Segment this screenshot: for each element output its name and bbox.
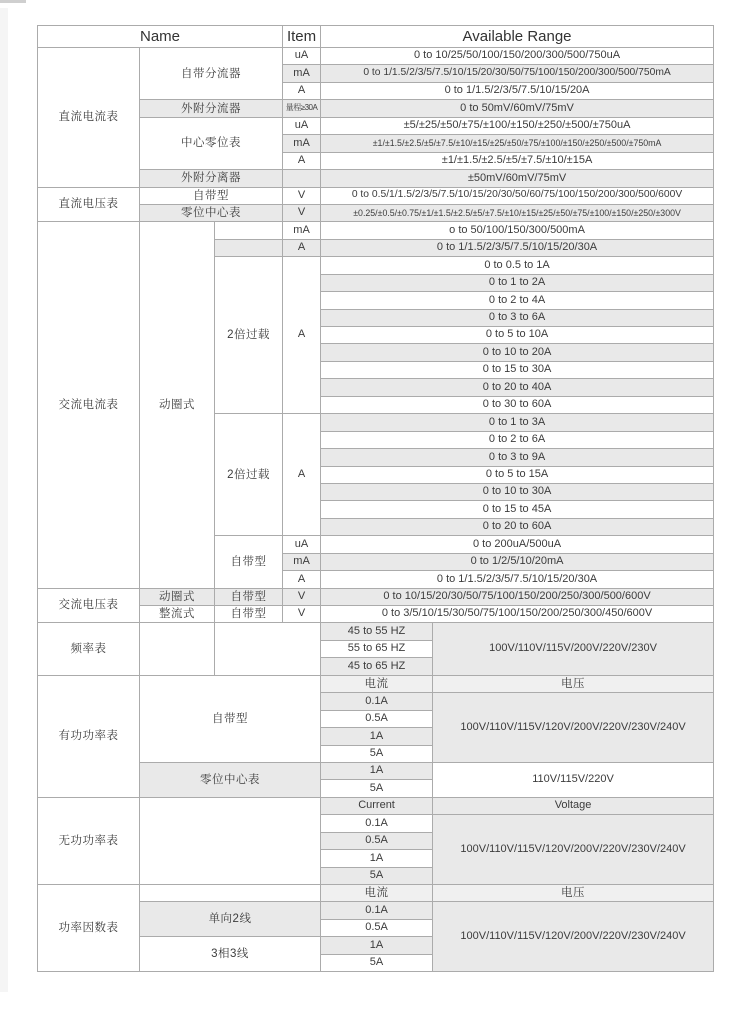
range-cell: 0 to 1 to 2A	[321, 274, 714, 291]
voltage-header-cell: Voltage	[433, 797, 714, 814]
item-cell: mA	[283, 135, 321, 152]
type-cell: 外附分离器	[140, 170, 283, 187]
range-cell: 0 to 20 to 40A	[321, 379, 714, 396]
item-cell: mA	[283, 222, 321, 239]
range-cell: o to 50/100/150/300/500mA	[321, 222, 714, 239]
range-cell: 0 to 3 to 6A	[321, 309, 714, 326]
header-row	[38, 26, 714, 48]
item-cell: mA	[283, 65, 321, 82]
range-cell: 0 to 20 to 60A	[321, 518, 714, 535]
item-cell: A	[283, 152, 321, 169]
table-row	[38, 117, 714, 134]
range-cell: 0 to 5 to 10A	[321, 327, 714, 344]
item-cell: V	[283, 187, 321, 204]
col-header-item: Item	[283, 26, 321, 48]
range-cell: 0 to 3/5/10/15/30/50/75/100/150/200/250/300/450/600V	[321, 606, 714, 623]
range-cell: 0 to 2 to 6A	[321, 431, 714, 448]
page-left-edge-strip	[0, 8, 8, 992]
blank-cell	[215, 623, 321, 675]
current-cell: 1A	[321, 850, 433, 867]
voltage-header-cell: 电压	[433, 885, 714, 902]
current-cell: 5A	[321, 780, 433, 797]
table-row	[38, 606, 714, 623]
blank-cell	[140, 623, 215, 675]
range-cell: 0 to 1 to 3A	[321, 414, 714, 431]
range-cell: 0 to 1/1.5/2/3/5/7.5/10/15/20A	[321, 82, 714, 99]
item-cell: uA	[283, 48, 321, 65]
type-cell: 自带分流器	[140, 48, 283, 100]
hz-range-cell: 45 to 65 HZ	[321, 658, 433, 675]
current-header-cell: 电流	[321, 675, 433, 692]
range-cell: 0 to 0.5/1/1.5/2/3/5/7.5/10/15/20/30/50/60/75/100/150/200/300/500/600V	[321, 187, 714, 204]
range-cell: 0 to 15 to 30A	[321, 361, 714, 378]
table-row	[38, 170, 714, 187]
item-cell	[283, 170, 321, 187]
current-cell: 5A	[321, 745, 433, 762]
item-cell: V	[283, 588, 321, 605]
range-cell: 0 to 1/1.5/2/3/5/7.5/10/15/20/30/50/75/100/150/200/300/500/750mA	[321, 65, 714, 82]
table-row	[38, 588, 714, 605]
range-cell: 0 to 5 to 15A	[321, 466, 714, 483]
range-cell: 0 to 1/1.5/2/3/5/7.5/10/15/20/30A	[321, 571, 714, 588]
current-cell: 0.1A	[321, 815, 433, 832]
range-cell: 0 to 2 to 4A	[321, 292, 714, 309]
range-cell: 0 to 3 to 9A	[321, 449, 714, 466]
table-row	[38, 797, 714, 814]
type-cell: 整流式	[140, 606, 215, 623]
range-cell: 0 to 1/1.5/2/3/5/7.5/10/15/20/30A	[321, 239, 714, 256]
range-cell: 0 to 30 to 60A	[321, 396, 714, 413]
table-row	[38, 902, 714, 919]
col-header-range: Available Range	[321, 26, 714, 48]
meter-name-cell: 功率因数表	[38, 885, 140, 972]
blank-cell	[140, 797, 321, 884]
item-cell: A	[283, 82, 321, 99]
current-cell: 5A	[321, 954, 433, 971]
range-cell: ±0.25/±0.5/±0.75/±1/±1.5/±2.5/±5/±7.5/±10/±15/±25/±50/±75/±100/±150/±250/±300V	[321, 204, 714, 221]
range-cell: 0 to 200uA/500uA	[321, 536, 714, 553]
type-cell: 2倍过载	[215, 257, 283, 414]
type-cell: 自带型	[140, 187, 283, 204]
hz-range-cell: 45 to 55 HZ	[321, 623, 433, 640]
range-cell: 0 to 0.5 to 1A	[321, 257, 714, 274]
voltage-cell: 100V/110V/115V/120V/200V/220V/230V/240V	[433, 815, 714, 885]
item-cell: A	[283, 571, 321, 588]
type-cell: 自带型	[215, 536, 283, 588]
item-cell: A	[283, 257, 321, 414]
table-row	[38, 623, 714, 640]
type-cell: 动圈式	[140, 588, 215, 605]
current-cell: 0.1A	[321, 693, 433, 710]
voltage-cell: 100V/110V/115V/200V/220V/230V	[433, 623, 714, 675]
current-cell: 5A	[321, 867, 433, 884]
voltage-cell: 100V/110V/115V/120V/200V/220V/230V/240V	[433, 902, 714, 972]
range-cell: 0 to 15 to 45A	[321, 501, 714, 518]
range-cell: 0 to 1/2/5/10/20mA	[321, 553, 714, 570]
range-cell: ±1/±1.5/±2.5/±5/±7.5/±10/±15A	[321, 152, 714, 169]
page-corner-mark	[0, 0, 26, 3]
range-cell: 0 to 10 to 30A	[321, 483, 714, 500]
col-header-name: Name	[38, 26, 283, 48]
meter-name-cell: 频率表	[38, 623, 140, 675]
table-row	[38, 885, 714, 902]
item-cell: 量程≥30A	[283, 100, 321, 117]
hz-range-cell: 55 to 65 HZ	[321, 640, 433, 657]
table-row	[38, 204, 714, 221]
subtype-cell: 自带型	[215, 588, 283, 605]
voltage-cell: 100V/110V/115V/120V/200V/220V/230V/240V	[433, 693, 714, 763]
current-cell: 1A	[321, 762, 433, 779]
type-cell: 动圈式	[140, 222, 215, 588]
type-cell: 单向2线	[140, 902, 321, 937]
voltage-cell: 110V/115V/220V	[433, 762, 714, 797]
current-cell: 0.5A	[321, 919, 433, 936]
item-cell: V	[283, 606, 321, 623]
meter-spec-table	[37, 25, 714, 972]
type-cell: 零位中心表	[140, 762, 321, 797]
type-cell: 零位中心表	[140, 204, 283, 221]
current-header-cell: 电流	[321, 885, 433, 902]
blank-cell	[215, 222, 283, 239]
range-cell: ±50mV/60mV/75mV	[321, 170, 714, 187]
meter-name-cell: 直流电压表	[38, 187, 140, 222]
item-cell: A	[283, 239, 321, 256]
type-cell: 3相3线	[140, 937, 321, 972]
blank-cell	[140, 885, 321, 902]
meter-name-cell: 交流电流表	[38, 222, 140, 588]
meter-name-cell: 无功功率表	[38, 797, 140, 884]
meter-spec-table-wrap	[37, 25, 714, 972]
current-cell: 1A	[321, 728, 433, 745]
meter-name-cell: 有功功率表	[38, 675, 140, 797]
range-cell: 0 to 10 to 20A	[321, 344, 714, 361]
range-cell: ±1/±1.5/±2.5/±5/±7.5/±10/±15/±25/±50/±75/±100/±150/±250/±500/±750mA	[321, 135, 714, 152]
current-cell: 0.5A	[321, 710, 433, 727]
table-row	[38, 187, 714, 204]
item-cell: uA	[283, 117, 321, 134]
current-cell: 0.1A	[321, 902, 433, 919]
type-cell: 自带型	[140, 675, 321, 762]
voltage-header-cell: 电压	[433, 675, 714, 692]
item-cell: A	[283, 414, 321, 536]
item-cell: uA	[283, 536, 321, 553]
range-cell: 0 to 50mV/60mV/75mV	[321, 100, 714, 117]
range-cell: 0 to 10/15/20/30/50/75/100/150/200/250/300/500/600V	[321, 588, 714, 605]
current-cell: 1A	[321, 937, 433, 954]
range-cell: 0 to 10/25/50/100/150/200/300/500/750uA	[321, 48, 714, 65]
meter-name-cell: 直流电流表	[38, 48, 140, 188]
subtype-cell: 自带型	[215, 606, 283, 623]
table-row	[38, 48, 714, 65]
type-cell: 中心零位表	[140, 117, 283, 169]
current-cell: 0.5A	[321, 832, 433, 849]
blank-cell	[215, 239, 283, 256]
table-row	[38, 675, 714, 692]
range-cell: ±5/±25/±50/±75/±100/±150/±250/±500/±750uA	[321, 117, 714, 134]
table-row	[38, 762, 714, 779]
item-cell: V	[283, 204, 321, 221]
table-row	[38, 100, 714, 117]
meter-name-cell: 交流电压表	[38, 588, 140, 623]
item-cell: mA	[283, 553, 321, 570]
type-cell: 2倍过载	[215, 414, 283, 536]
type-cell: 外附分流器	[140, 100, 283, 117]
current-header-cell: Current	[321, 797, 433, 814]
table-row	[38, 222, 714, 239]
